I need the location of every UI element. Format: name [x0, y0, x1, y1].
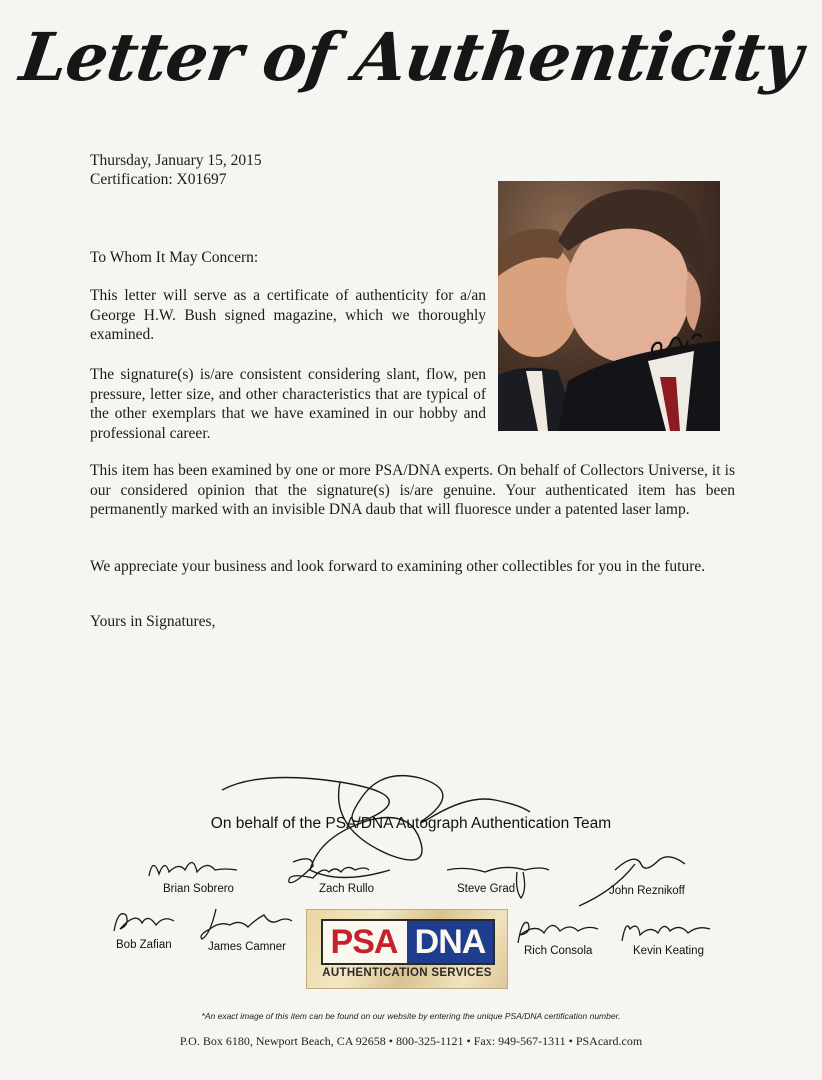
signature-brian-sobrero-icon — [145, 852, 240, 884]
signature-john-reznikoff-icon — [575, 850, 695, 910]
member-name: Brian Sobrero — [163, 883, 234, 895]
photo-of-two-men-icon — [498, 181, 720, 431]
member-name: James Camner — [208, 941, 286, 953]
member-name: Steve Grad — [457, 883, 516, 895]
signature-kevin-keating-icon — [614, 915, 714, 947]
letter-title: Letter of Authenticity — [15, 18, 807, 96]
team-heading: On behalf of the PSA/DNA Autograph Authentication Team — [210, 815, 612, 832]
greeting: To Whom It May Concern: — [90, 249, 259, 266]
logo-subtitle: AUTHENTICATION SERVICES — [322, 967, 492, 979]
signature-rich-consola-icon — [512, 915, 602, 947]
letter-date: Thursday, January 15, 2015 — [90, 152, 262, 169]
paragraph-consistency: The signature(s) is/are consistent considering slant, flow, pen pressure, letter size, and other characteristics that are typical of the other exemplars that we have examined in our hobby and professional career. — [90, 366, 486, 442]
psa-dna-logo-box — [321, 919, 495, 965]
footer-address: P.O. Box 6180, Newport Beach, CA 92658 • 800-325-1121 • Fax: 949-567-1311 • PSAcard.com — [179, 1034, 643, 1048]
member-name: Kevin Keating — [633, 945, 704, 957]
letter-meta — [90, 151, 262, 189]
paragraph-certificate: This letter will serve as a certificate of authenticity for a/an George H.W. Bush signed magazine, which we thoroughly examined. — [90, 287, 486, 343]
item-photo — [498, 181, 720, 431]
member-name: Rich Consola — [524, 945, 593, 957]
psa-dna-logo — [306, 909, 508, 989]
logo-psa-text: PSA — [330, 923, 398, 961]
signature-steve-grad-icon — [445, 860, 555, 902]
member-name: John Reznikoff — [609, 885, 685, 897]
certification-number: Certification: X01697 — [90, 171, 227, 188]
paragraph-examination: This item has been examined by one or more PSA/DNA experts. On behalf of Collectors Universe, it is our considered opinion that the signature(s) is/are genuine. Your authenticated item has been permanently marked with an invisible DNA daub that will fluoresce under a patented laser lamp. — [90, 462, 735, 518]
logo-dna-text: DNA — [407, 921, 493, 963]
signature-james-camner-icon — [196, 905, 296, 945]
footer-disclaimer: *An exact image of this item can be found on our website by entering the unique PSA/DNA certification number. — [201, 1011, 621, 1021]
closing: Yours in Signatures, — [90, 613, 216, 630]
member-name: Bob Zafian — [116, 939, 172, 951]
member-name: Zach Rullo — [319, 883, 374, 895]
paragraph-appreciation: We appreciate your business and look forward to examining other collectibles for you in the future. — [90, 558, 706, 575]
signature-bob-zafian-icon — [108, 905, 180, 939]
